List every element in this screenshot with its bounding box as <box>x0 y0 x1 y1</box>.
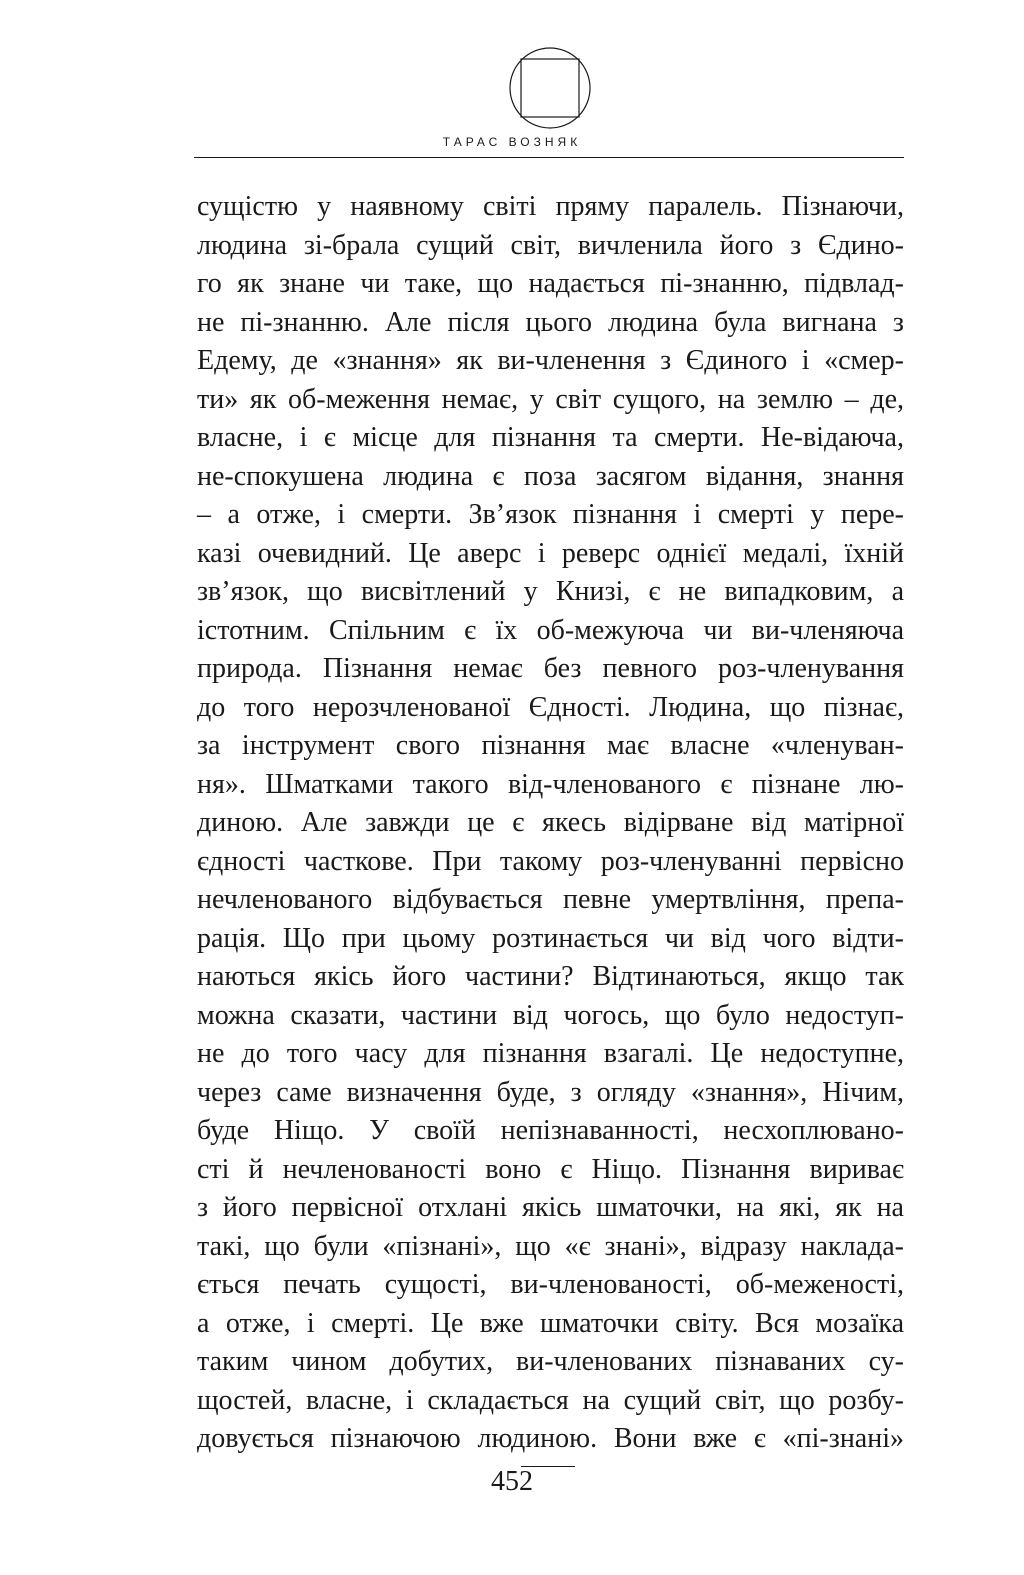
body-text <box>197 188 904 1459</box>
text-line: диною. Але завжди це є якесь відірване від матірної <box>197 807 904 838</box>
text-line: людина зі-брала сущий світ, вичленила його з Єдино- <box>197 229 904 261</box>
text-line: ня». Шматками такого від-членованого є пізнане лю- <box>197 768 904 800</box>
header-divider <box>194 157 904 158</box>
text-line: а отже, і смерті. Це вже шматочки світу. Вся мозаїка <box>197 1307 904 1339</box>
text-line: такі, що були «пізнані», що «є знані», відразу наклада- <box>197 1230 904 1262</box>
page-number: 452 <box>491 1466 533 1497</box>
text-line: до того нерозчленованої Єдності. Людина, що пізнає, <box>197 691 904 723</box>
text-line: довується пізнаючою людиною. Вони вже є «пі-знані» <box>197 1423 904 1454</box>
text-line: Едему, де «знання» як ви-членення з Єдиного і «смер- <box>197 345 904 376</box>
text-line: таким чином добутих, ви-членованих пізнаваних су- <box>197 1346 904 1377</box>
text-line: з його первісної отхлані якісь шматочки, на які, як на <box>197 1192 904 1223</box>
text-line: можна сказати, частини від чогось, що було недоступ- <box>197 999 904 1031</box>
text-line: сущістю у наявному світі пряму паралель. Пізнаючи, <box>197 191 904 222</box>
text-line: не до того часу для пізнання взагалі. Це недоступне, <box>197 1038 904 1069</box>
text-line: власне, і є місце для пізнання та смерти. Не-відаюча, <box>197 422 904 453</box>
text-line: зв’язок, що висвітлений у Книзі, є не випадковим, а <box>197 576 904 607</box>
text-line: єдності часткове. При такому роз-членуванні первісно <box>197 845 904 877</box>
text-line: нечленованого відбувається певне умертвління, препа- <box>197 884 904 915</box>
text-line: не-спокушена людина є поза засягом відання, знання <box>197 460 904 492</box>
text-line: го як знане чи таке, що надається пі-знанню, підвлад- <box>197 268 904 299</box>
running-head: ТАРАС ВОЗНЯК <box>442 135 582 149</box>
text-line: не пі-знанню. Але після цього людина була вигнана з <box>197 306 904 338</box>
text-line: природа. Пізнання немає без певного роз-членування <box>197 653 904 684</box>
text-line: через саме визначення буде, з огляду «знання», Нічим, <box>197 1076 904 1108</box>
text-line: – а отже, і смерти. Зв’язок пізнання і смерті у пере- <box>197 499 904 530</box>
text-line: буде Ніщо. У своїй непізнаванності, несхоплювано- <box>197 1115 904 1146</box>
text-line: за інструмент свого пізнання має власне «членуван- <box>197 730 904 761</box>
text-line: ється печать сущості, ви-членованості, об-меженості, <box>197 1269 904 1300</box>
text-line: рація. Що при цьому розтинається чи від чого відти- <box>197 922 904 954</box>
text-line: щостей, власне, і складається на сущий світ, що розбу- <box>197 1384 904 1416</box>
text-line: ти» як об-меження немає, у світ сущого, на землю – де, <box>197 383 904 415</box>
text-line: істотним. Спільним є їх об-межуюча чи ви-членяюча <box>197 614 904 646</box>
text-line: казі очевидний. Це аверс і реверс однієї медалі, їхній <box>197 537 904 569</box>
text-line: наються якісь його частини? Відтинаються, якщо так <box>197 961 904 992</box>
text-line: сті й нечленованості воно є Ніщо. Пізнання вириває <box>197 1153 904 1185</box>
circle-square-emblem-icon <box>508 46 592 130</box>
